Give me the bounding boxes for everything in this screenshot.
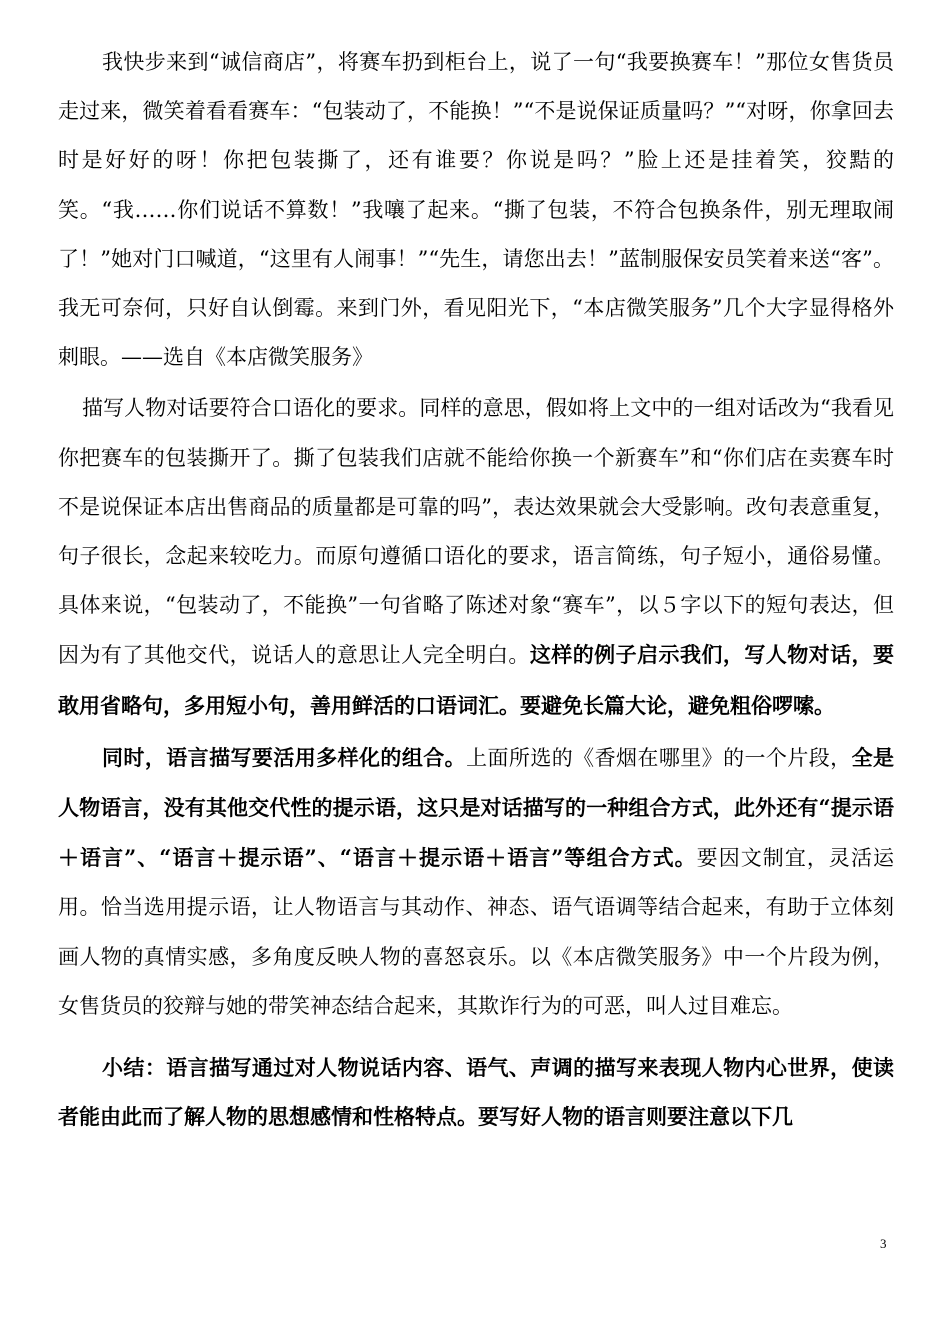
paragraph-combination-methods	[58, 733, 894, 1031]
document-page	[58, 38, 894, 1141]
paragraph-summary: 小结：语言描写通过对人物说话内容、语气、声调的描写来表现人物内心世界，使读者能由此而了解人物的思想感情和性格特点。要写好人物的语言则要注意以下几	[58, 1055, 894, 1130]
paragraph-story-excerpt: 我快步来到“诚信商店”，将赛车扔到柜台上，说了一句“我要换赛车！”那位女售货员走过来，微笑着看看赛车：“包装动了，不能换！”“不是说保证质量吗？”“对呀，你拿回去时是好好的呀！你把包装撕了，还有谁要？你说是吗？”脸上还是挂着笑，狡黠的笑。“我……你们说话不算数！”我嚷了起来。“撕了包装，不符合包换条件，别无理取闹了！”她对门口喊道，“这里有人闹事！”“先生，请您出去！”蓝制服保安员笑着来送“客”。我无可奈何，只好自认倒霉。来到门外，看见阳光下，“本店微笑服务”几个大字显得格外刺眼。——选自《本店微笑服务》	[58, 50, 894, 370]
paragraph-colloquial-text: 描写人物对话要符合口语化的要求。同样的意思，假如将上文中的一组对话改为“我看见你把赛车的包装撕开了。撕了包装我们店就不能给你换一个新赛车”和“你们店在卖赛车时不是说保证本店出售商品的质量都是可靠的吗”，表达效果就会大受影响。改句表意重复，句子很长，念起来较吃力。而原句遵循口语化的要求，语言简练，句子短小，通俗易懂。具体来说，“包装动了，不能换”一句省略了陈述对象“赛车”，以５字以下的短句表达，但因为有了其他交代，说话人的意思让人完全明白。	[58, 396, 894, 668]
combination-text-1: 上面所选的《香烟在哪里》的一个片段，	[466, 745, 852, 770]
paragraph-colloquial-emphasis: 这样的例子启示我们，写人物对话，要敢用省略句，多用短小句，善用鲜活的口语词汇。要避免长篇大论，避免粗俗啰嗦。	[58, 642, 895, 718]
combination-heading: 同时，语言描写要活用多样化的组合。	[102, 744, 467, 770]
combination-emphasis: 全是人物语言，没有其他交代性的提示语，这只是对话描写的一种组合方式，此外还有“提示语＋语言”、“语言＋提示语”、“语言＋提示语＋语言”等组合方式。	[58, 744, 895, 871]
page-number: 3	[880, 1236, 887, 1251]
paragraph-colloquial-dialogue	[58, 384, 894, 730]
combination-text-2: 要因文制宜，灵活运用。恰当选用提示语，让人物语言与其动作、神态、语气语调等结合起来，有助于立体刻画人物的真情实感，多角度反映人物的喜怒哀乐。以《本店微笑服务》中一个片段为例，女售货员的狡辩与她的带笑神态结合起来，其欺诈行为的可恶，叫人过目难忘。	[58, 846, 894, 1018]
